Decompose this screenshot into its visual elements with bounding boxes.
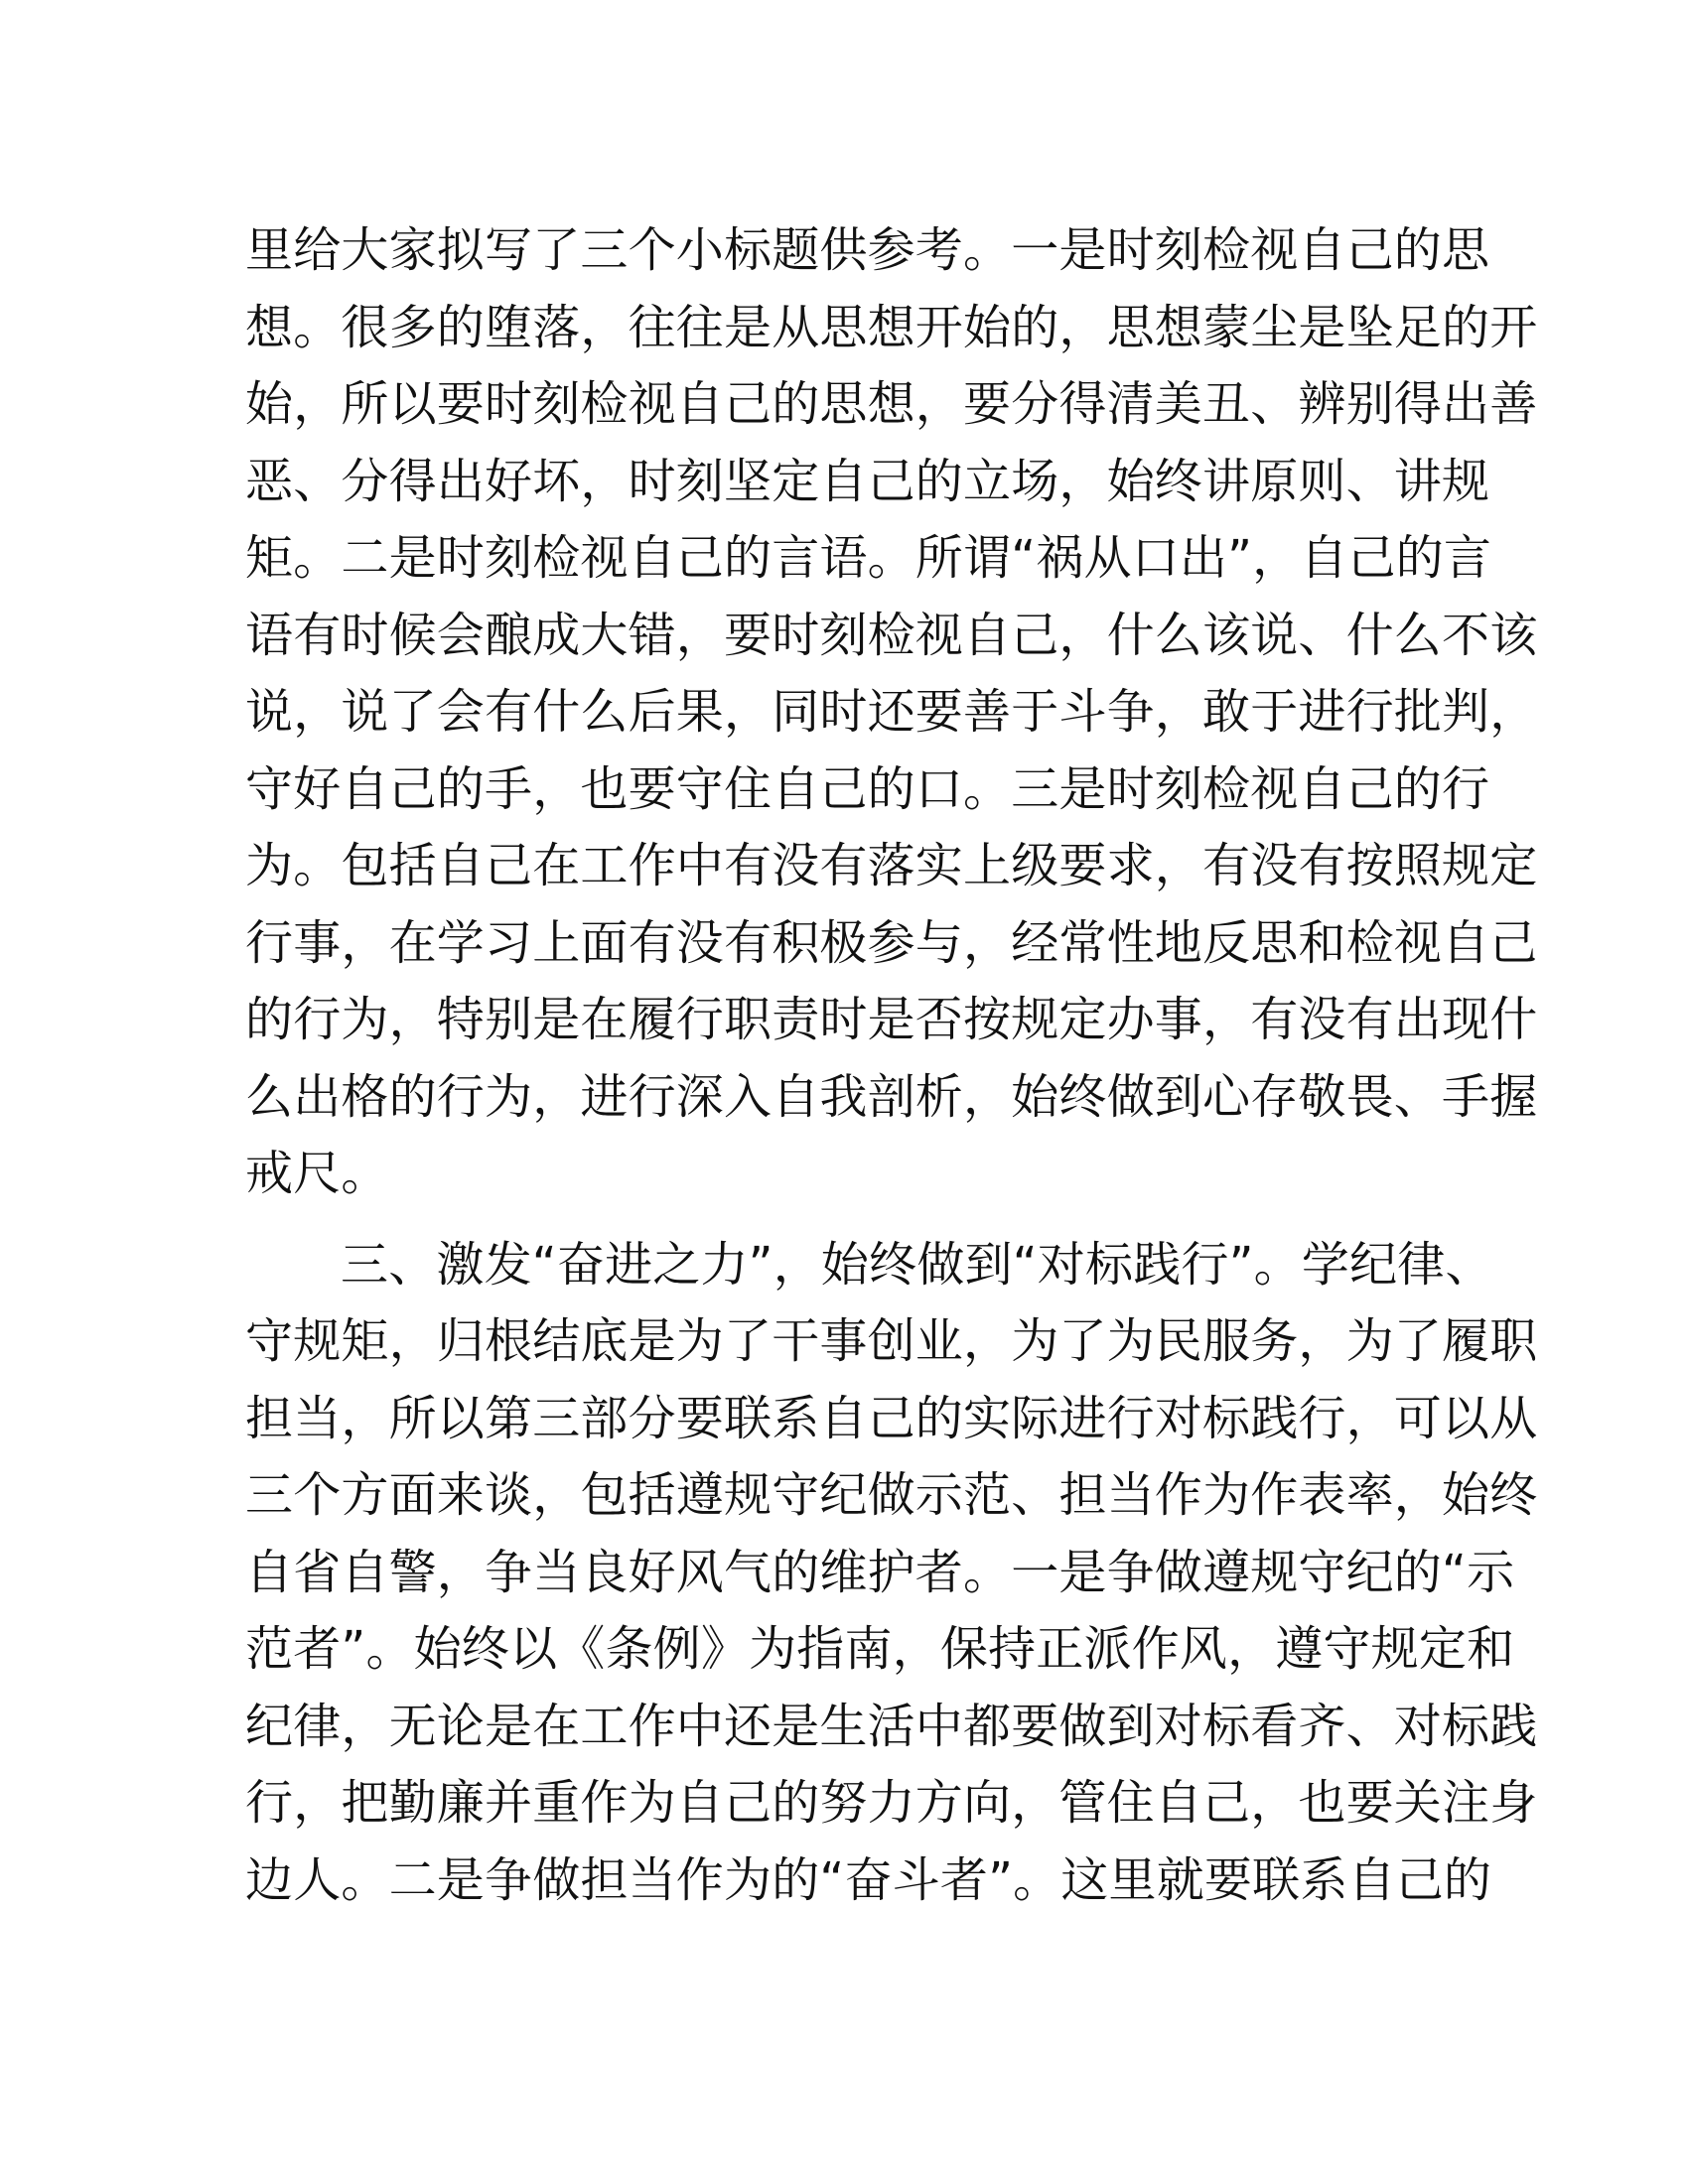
text-line: 守好自己的手，也要守住自己的口。三是时刻检视自己的行 bbox=[245, 760, 1490, 817]
text-line: 里给大家拟写了三个小标题供参考。一是时刻检视自己的思 bbox=[245, 222, 1490, 278]
paragraph-2 bbox=[245, 1227, 1538, 1920]
text-line: 范者”。始终以《条例》为指南，保持正派作风，遵守规定和 bbox=[245, 1621, 1515, 1677]
text-line: 语有时候会酿成大错，要时刻检视自己，什么该说、什么不该 bbox=[245, 607, 1538, 663]
text-line: 的行为，特别是在履行职责时是否按规定办事，有没有出现什 bbox=[245, 992, 1538, 1047]
text-line: 担当，所以第三部分要联系自己的实际进行对标践行，可以从 bbox=[245, 1390, 1538, 1446]
text-line: 想。很多的堕落，往往是从思想开始的，思想蒙尘是坠足的开 bbox=[245, 299, 1538, 355]
text-line: 说，说了会有什么后果，同时还要善于斗争，敢于进行批判， bbox=[245, 684, 1538, 740]
text-line: 边人。二是争做担当作为的“奋斗者”。这里就要联系自己的 bbox=[245, 1851, 1492, 1908]
text-line: 么出格的行为，进行深入自我剖析，始终做到心存敬畏、手握 bbox=[245, 1068, 1538, 1125]
text-line: 守规矩，归根结底是为了干事创业，为了为民服务，为了履职 bbox=[245, 1313, 1538, 1369]
text-line: 自省自警，争当良好风气的维护者。一是争做遵规守纪的“示 bbox=[245, 1544, 1515, 1600]
text-line: 三、激发“奋进之力”，始终做到“对标践行”。学纪律、 bbox=[341, 1236, 1493, 1293]
text-line: 始，所以要时刻检视自己的思想，要分得清美丑、辨别得出善 bbox=[245, 376, 1538, 432]
text-line: 恶、分得出好坏，时刻坚定自己的立场，始终讲原则、讲规 bbox=[245, 453, 1490, 509]
paragraph-1 bbox=[245, 212, 1538, 1213]
text-line: 三个方面来谈，包括遵规守纪做示范、担当作为作表率，始终 bbox=[245, 1467, 1538, 1523]
text-line: 纪律，无论是在工作中还是生活中都要做到对标看齐、对标践 bbox=[245, 1698, 1538, 1754]
paragraph-spacer bbox=[245, 1213, 1443, 1227]
text-line: 行事，在学习上面有没有积极参与，经常性地反思和检视自己 bbox=[245, 914, 1538, 971]
text-line: 行，把勤廉并重作为自己的努力方向，管住自己，也要关注身 bbox=[245, 1775, 1538, 1831]
text-line: 戒尺。 bbox=[245, 1146, 389, 1201]
text-line: 为。包括自己在工作中有没有落实上级要求，有没有按照规定 bbox=[245, 838, 1538, 893]
text-line: 矩。二是时刻检视自己的言语。所谓“祸从口出”，自己的言 bbox=[245, 530, 1492, 586]
document-body bbox=[245, 212, 1538, 1919]
